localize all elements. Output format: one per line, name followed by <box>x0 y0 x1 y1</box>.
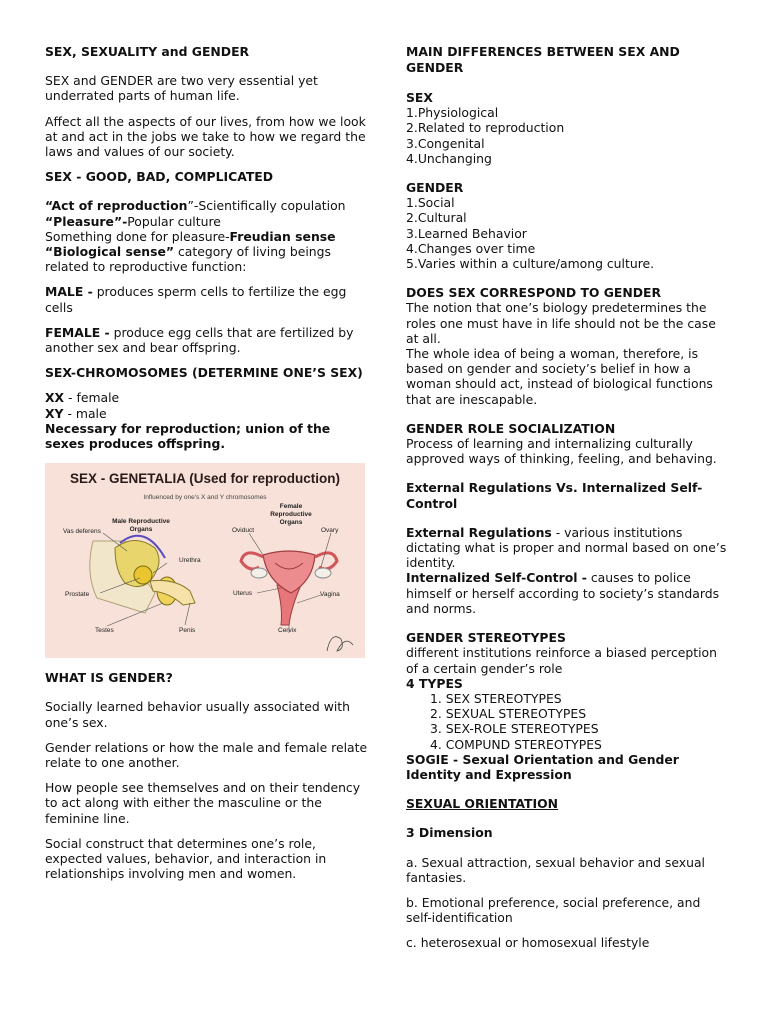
figure-subtitle: Influenced by one's X and Y chromosomes <box>143 494 267 502</box>
xx-line <box>45 390 370 405</box>
sex-definitions <box>45 198 370 274</box>
correspond-paragraph-2: The whole idea of being a woman, therefore, is based on gender and society’s belief in how a woman should act, instead of biological functions that are inescapable. <box>406 346 713 407</box>
sex-list-label: SEX <box>406 90 433 105</box>
external-bold: External Regulations <box>406 524 552 540</box>
chromosome-list <box>45 390 370 451</box>
dimension-b: b. Emotional preference, social preference, and self-identification <box>406 894 701 926</box>
pleasure-rest: Popular culture <box>127 213 221 229</box>
dimension-a: a. Sexual attraction, sexual behavior and sexual fantasies. <box>406 854 705 885</box>
pleasure-bold: “Pleasure”- <box>45 213 128 229</box>
list-item: 1.Physiological <box>406 105 499 121</box>
gender-paragraph-3: How people see themselves and on their tendency to act along with either the masculine or the feminine line. <box>45 780 361 826</box>
list-item: 1.Social <box>406 195 455 211</box>
list-item: 1. SEX STEREOTYPES <box>430 690 562 706</box>
male-line <box>45 284 370 314</box>
female-rest: produce egg cells that are fertilized by another sex and bear offspring. <box>45 324 354 356</box>
list-item: 3. SEX-ROLE STEREOTYPES <box>430 721 599 737</box>
act-bold: “Act of reproduction <box>45 198 188 214</box>
bio-line <box>45 244 370 274</box>
ovary-label: Ovary <box>321 527 339 535</box>
gender-paragraph-2: Gender relations or how the male and female relate relate to one another. <box>45 739 368 771</box>
vas-deferens-label: Vas deferens <box>63 528 101 536</box>
orientation-heading: SEXUAL ORIENTATION <box>406 796 559 812</box>
list-item: 4.Unchanging <box>406 150 492 166</box>
sex-list <box>406 105 728 166</box>
dimension-label: 3 Dimension <box>406 825 493 841</box>
stereotypes-paragraph: different institutions reinforce a biased perception of a certain gender’s role <box>406 645 717 676</box>
list-item: 5.Varies within a culture/among culture. <box>406 256 655 272</box>
correspond-paragraph-1: The notion that one’s biology predetermines the roles one must have in life should not be the case at all. <box>406 300 716 346</box>
uterus-label: Uterus <box>233 590 253 598</box>
female-bold: FEMALE - <box>45 324 110 340</box>
internal-rest: causes to police himself or herself according to society’s standards and norms. <box>406 570 720 616</box>
dimension-c: c. heterosexual or homosexual lifestyle <box>406 935 650 951</box>
types-list <box>406 691 728 752</box>
female-line <box>45 325 370 355</box>
xx-bold: XX <box>45 390 65 406</box>
gender-list <box>406 195 728 271</box>
cervix-label: Cervix <box>278 627 297 635</box>
right-column <box>406 44 728 951</box>
penis-label: Penis <box>179 627 196 635</box>
figure-title: SEX - GENETALIA (Used for reproduction) <box>69 471 340 487</box>
internal-line <box>406 570 728 616</box>
freudian-line <box>45 229 370 244</box>
freudian-bold: Freudian sense <box>229 228 336 244</box>
bio-bold: “Biological sense” <box>45 244 175 260</box>
genitalia-illustration <box>45 463 365 658</box>
internal-bold: Internalized Self-Control - <box>406 570 587 586</box>
left-column <box>45 44 370 882</box>
list-item: 3.Congenital <box>406 135 485 151</box>
act-line <box>45 198 370 213</box>
xy-rest: - male <box>63 405 107 421</box>
intro-paragraph-2: Affect all the aspects of our lives, from how we look at and act in the jobs we take to how we regard the laws and values of our society. <box>45 113 366 160</box>
vagina-label: Vagina <box>320 591 340 599</box>
male-organs-label: Male Reproductive Organs <box>112 518 170 534</box>
gender-paragraph-4: Social construct that determines one’s role, expected values, behavior, and interaction in relationships involving men and women. <box>45 835 327 882</box>
differences-heading: MAIN DIFFERENCES BETWEEN SEX AND GENDER <box>406 44 680 75</box>
something-rest: Something done for pleasure- <box>45 228 230 244</box>
male-bold: MALE - <box>45 284 93 300</box>
female-organs-label: Female Reproductive Organs <box>270 503 312 527</box>
list-item: 2. SEXUAL STEREOTYPES <box>430 706 587 722</box>
regulations-heading: External Regulations Vs. Internalized Self-Control <box>406 480 703 511</box>
necessary-line: Necessary for reproduction; union of the sexes produces offspring. <box>45 420 331 452</box>
xy-bold: XY <box>45 405 64 421</box>
male-rest: produces sperm cells to fertilize the egg cells <box>45 284 347 315</box>
doc-title: SEX, SEXUALITY and GENDER <box>45 44 250 59</box>
correspond-heading: DOES SEX CORRESPOND TO GENDER <box>406 285 662 301</box>
urethra-label: Urethra <box>179 557 201 565</box>
types-label: 4 TYPES <box>406 675 463 691</box>
stereotypes-heading: GENDER STEREOTYPES <box>406 630 566 646</box>
xy-line <box>45 406 370 421</box>
role-paragraph: Process of learning and internalizing culturally approved ways of thinking, feeling, and behaving. <box>406 436 717 467</box>
xx-rest: - female <box>64 390 120 406</box>
list-item: 3.Learned Behavior <box>406 225 527 241</box>
sogie-line: SOGIE - Sexual Orientation and Gender Identity and Expression <box>406 751 679 782</box>
external-line <box>406 525 728 571</box>
act-rest: ”-Scientifically copulation <box>187 198 346 214</box>
intro-paragraph-1: SEX and GENDER are two very essential yet underrated parts of human life. <box>45 73 318 104</box>
gender-list-label: GENDER <box>406 180 464 196</box>
testes-label: Testes <box>95 627 114 635</box>
list-item: 4. COMPUND STEREOTYPES <box>430 736 602 752</box>
oviduct-label: Oviduct <box>232 527 255 535</box>
external-rest: - various institutions dictating what is proper and normal based on one’s identity. <box>406 524 727 571</box>
bio-rest: category of living beings related to reproductive function: <box>45 244 331 275</box>
sex-heading: SEX - GOOD, BAD, COMPLICATED <box>45 169 274 185</box>
prostate-label: Prostate <box>65 591 90 599</box>
chromosome-heading: SEX-CHROMOSOMES (DETERMINE ONE’S SEX) <box>45 365 363 381</box>
pleasure-line <box>45 214 370 229</box>
gender-paragraph-1: Socially learned behavior usually associated with one’s sex. <box>45 699 351 730</box>
list-item: 2.Cultural <box>406 210 467 226</box>
gender-heading: WHAT IS GENDER? <box>45 670 173 686</box>
list-item: 2.Related to reproduction <box>406 120 565 136</box>
list-item: 4.Changes over time <box>406 240 536 256</box>
role-heading: GENDER ROLE SOCIALIZATION <box>406 420 616 436</box>
